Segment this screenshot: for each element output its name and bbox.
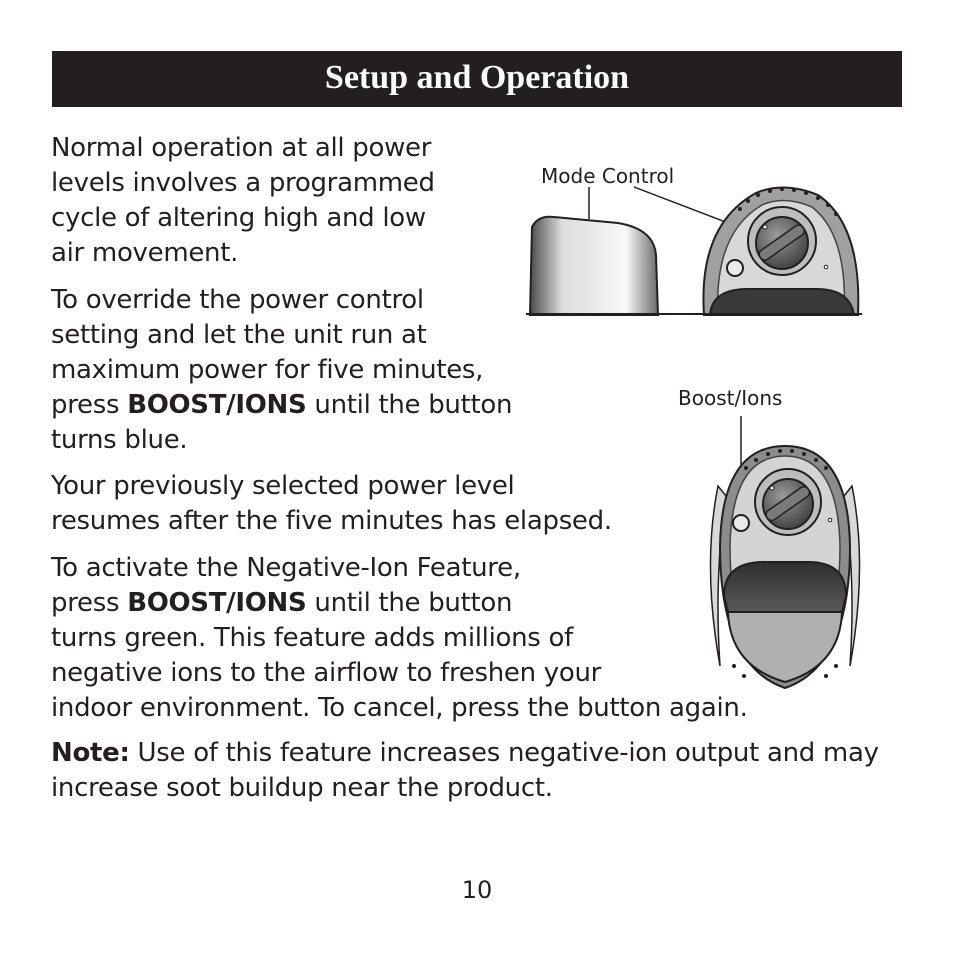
text-line: cycle of altering high and low (51, 203, 426, 233)
air-grill (724, 562, 846, 612)
text-line: turns green. This feature adds millions of (51, 623, 573, 653)
boost-button-icon (727, 260, 743, 276)
text-line: resumes after the five minutes has elapsed. (51, 506, 612, 536)
text-line: maximum power for five minutes, (51, 355, 484, 385)
text-line: Your previously selected power level (51, 471, 515, 501)
text-line: indoor environment. To cancel, press the button again. (51, 693, 748, 723)
paragraph-normal-operation (51, 131, 435, 271)
paragraph-negative-ion (51, 551, 748, 726)
note-paragraph (51, 736, 879, 806)
text-line: turns blue. (51, 425, 188, 455)
page-number: 10 (461, 876, 493, 904)
button-name-bold: BOOST/IONS (127, 588, 307, 618)
text-fragment: until the button (306, 390, 513, 420)
text-line: To activate the Negative-Ion Feature, (51, 553, 521, 583)
text-line: increase soot buildup near the product. (51, 773, 553, 803)
text-line: setting and let the unit run at (51, 320, 427, 350)
text-line: air movement. (51, 238, 239, 268)
text-line: negative ions to the airflow to freshen your (51, 658, 602, 688)
paragraph-boost-override (51, 283, 512, 458)
button-name-bold: BOOST/IONS (127, 390, 307, 420)
boost-ions-button-icon (733, 515, 749, 531)
text-fragment: press (51, 390, 128, 420)
text-line: levels involves a programmed (51, 168, 435, 198)
boost-ions-label: Boost/Ions (678, 386, 783, 410)
mode-control-label: Mode Control (541, 164, 675, 188)
text-fragment: until the button (306, 588, 513, 618)
text-line: To override the power control (51, 285, 424, 315)
text-fragment: Use of this feature increases negative-ion output and may (129, 738, 879, 768)
text-fragment: press (51, 588, 128, 618)
boost-ions-illustration (700, 416, 870, 691)
mode-control-illustration (526, 185, 862, 315)
unit-side-view (530, 217, 658, 315)
paragraph-resume (51, 469, 612, 539)
note-label: Note: (51, 738, 130, 768)
page-title: Setup and Operation (52, 51, 902, 107)
text-line: Normal operation at all power (51, 133, 432, 163)
